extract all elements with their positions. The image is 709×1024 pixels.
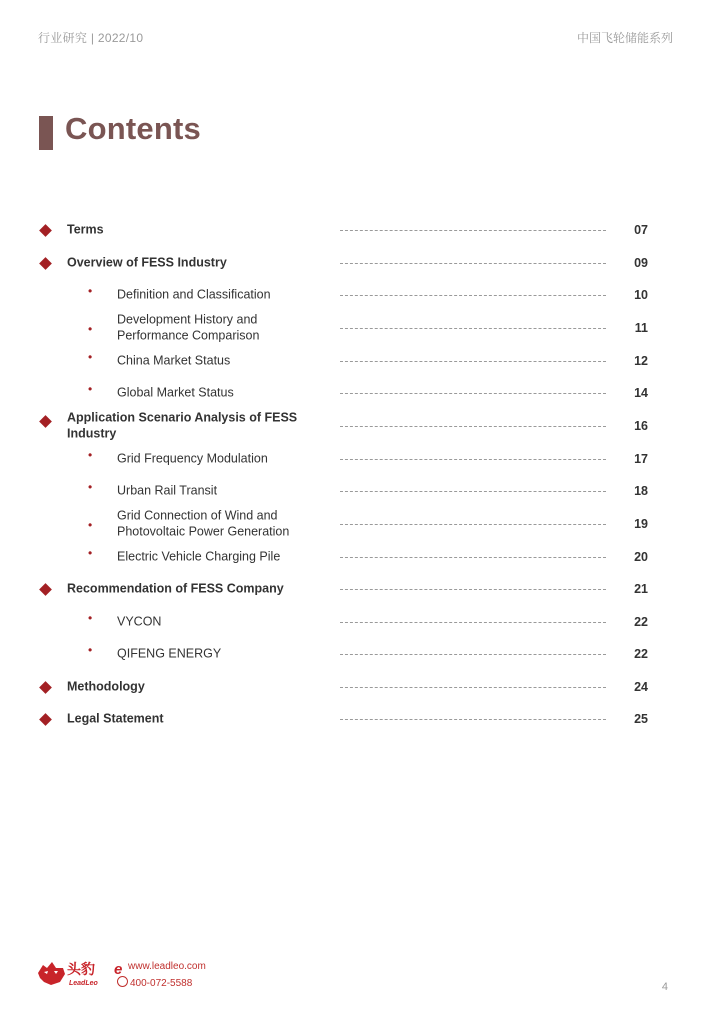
toc-subentry-label: VYCON: [117, 614, 162, 628]
dot-bullet-icon: •: [88, 643, 93, 658]
dotted-leader: [340, 459, 606, 460]
diamond-bullet-icon: [39, 583, 52, 596]
dotted-leader: [340, 557, 606, 558]
diamond-bullet-icon: [39, 224, 52, 237]
leopard-head-icon: [38, 962, 65, 985]
dot-bullet-icon: •: [88, 349, 93, 364]
dotted-leader: [340, 589, 606, 590]
toc-entry-page: 19: [634, 517, 648, 531]
dotted-leader: [340, 230, 606, 231]
dotted-leader: [340, 719, 606, 720]
toc-subentry-charging-pile[interactable]: [0, 541, 709, 574]
toc-entry-label: Terms: [67, 222, 104, 237]
phone-info[interactable]: [117, 976, 192, 989]
dot-bullet-icon: •: [88, 517, 93, 532]
diamond-bullet-icon: [39, 713, 52, 726]
toc-entry-overview[interactable]: [0, 247, 709, 280]
dotted-leader: [340, 687, 606, 688]
toc-entry-terms[interactable]: [0, 214, 709, 247]
dotted-leader: [340, 491, 606, 492]
website-link[interactable]: www.leadleo.com: [128, 961, 206, 972]
logo-e-mark: e: [114, 961, 123, 978]
diamond-bullet-icon: [39, 681, 52, 694]
toc-entry-page: 21: [634, 582, 648, 597]
toc-entry-application[interactable]: [0, 410, 709, 443]
toc-entry-label: Legal Statement: [67, 711, 164, 726]
toc-subentry-grid-connection[interactable]: [0, 508, 709, 541]
toc-subentry-label: China Market Status: [117, 353, 231, 367]
toc-subentry-label: Global Market Status: [117, 385, 234, 400]
diamond-bullet-icon: [39, 415, 52, 428]
toc-subentry-rail-transit[interactable]: [0, 475, 709, 508]
toc-entry-label: Recommendation of FESS Company: [67, 581, 284, 596]
toc-entry-label: Application Scenario Analysis of FESS Industry: [67, 410, 298, 440]
toc-subentry-label: Electric Vehicle Charging Pile: [117, 549, 281, 563]
dotted-leader: [340, 328, 606, 329]
dot-bullet-icon: •: [88, 447, 93, 462]
toc-entry-page: 24: [634, 679, 648, 694]
dot-bullet-icon: •: [88, 480, 93, 495]
header-report-info: 行业研究 | 2022/10: [38, 31, 144, 45]
toc-entry-recommendation[interactable]: [0, 573, 709, 606]
toc-subentry-frequency[interactable]: [0, 443, 709, 476]
dot-bullet-icon: •: [88, 545, 93, 560]
dotted-leader: [340, 393, 606, 394]
toc-entry-methodology[interactable]: [0, 671, 709, 704]
toc-entry-legal[interactable]: [0, 703, 709, 736]
toc-subentry-label: Grid Frequency Modulation: [117, 451, 268, 465]
toc-entry-page: 12: [634, 353, 648, 368]
toc-entry-label: Overview of FESS Industry: [67, 255, 227, 269]
toc-entry-page: 14: [634, 386, 648, 401]
toc-entry-page: 20: [634, 549, 648, 564]
toc-entry-page: 09: [634, 255, 648, 270]
dotted-leader: [340, 622, 606, 623]
toc-subentry-vycon[interactable]: [0, 606, 709, 639]
toc-entry-page: 11: [634, 321, 648, 335]
toc-subentry-label: Grid Connection of Wind and Photovoltaic Power Generation: [117, 508, 290, 538]
logo-en-text: LeadLeo: [69, 980, 98, 987]
logo-cn-text: 头豹: [67, 962, 95, 978]
toc-entry-page: 17: [634, 451, 648, 466]
toc-subentry-china-market[interactable]: [0, 345, 709, 378]
dotted-leader: [340, 361, 606, 362]
leadleo-logo: [36, 958, 128, 988]
dotted-leader: [340, 654, 606, 655]
dotted-leader: [340, 524, 606, 525]
toc-entry-page: 10: [634, 288, 648, 303]
toc-subentry-history[interactable]: [0, 312, 709, 345]
dotted-leader: [340, 263, 606, 264]
toc-entry-page: 22: [634, 647, 648, 662]
dotted-leader: [340, 295, 606, 296]
dot-bullet-icon: •: [88, 284, 93, 299]
dot-bullet-icon: •: [88, 321, 93, 336]
toc-entry-page: 25: [634, 712, 648, 727]
diamond-bullet-icon: [39, 257, 52, 270]
header-series-title: 中国飞轮储能系列: [576, 31, 673, 45]
toc-subentry-label: QIFENG ENERGY: [117, 646, 222, 661]
phone-icon: [117, 976, 128, 987]
dotted-leader: [340, 426, 606, 427]
toc-entry-page: 22: [634, 614, 648, 629]
toc-entry-page: 16: [634, 419, 648, 433]
title-accent-bar: [39, 116, 53, 150]
toc-subentry-qifeng[interactable]: [0, 638, 709, 671]
page-title: Contents: [65, 111, 201, 146]
toc-entry-label: Methodology: [67, 679, 145, 693]
toc-subentry-label: Urban Rail Transit: [117, 483, 218, 498]
dot-bullet-icon: •: [88, 382, 93, 397]
toc-subentry-label: Definition and Classification: [117, 287, 271, 302]
toc-subentry-global-market[interactable]: [0, 377, 709, 410]
toc-subentry-label: Development History and Performance Comparison: [117, 312, 260, 342]
phone-number: 400-072-5588: [130, 978, 193, 989]
toc-subentry-definition[interactable]: [0, 279, 709, 312]
toc-entry-page: 07: [634, 223, 648, 238]
table-of-contents: [0, 214, 709, 736]
page-number: 4: [661, 981, 668, 993]
dot-bullet-icon: •: [88, 610, 93, 625]
toc-entry-page: 18: [634, 484, 648, 499]
